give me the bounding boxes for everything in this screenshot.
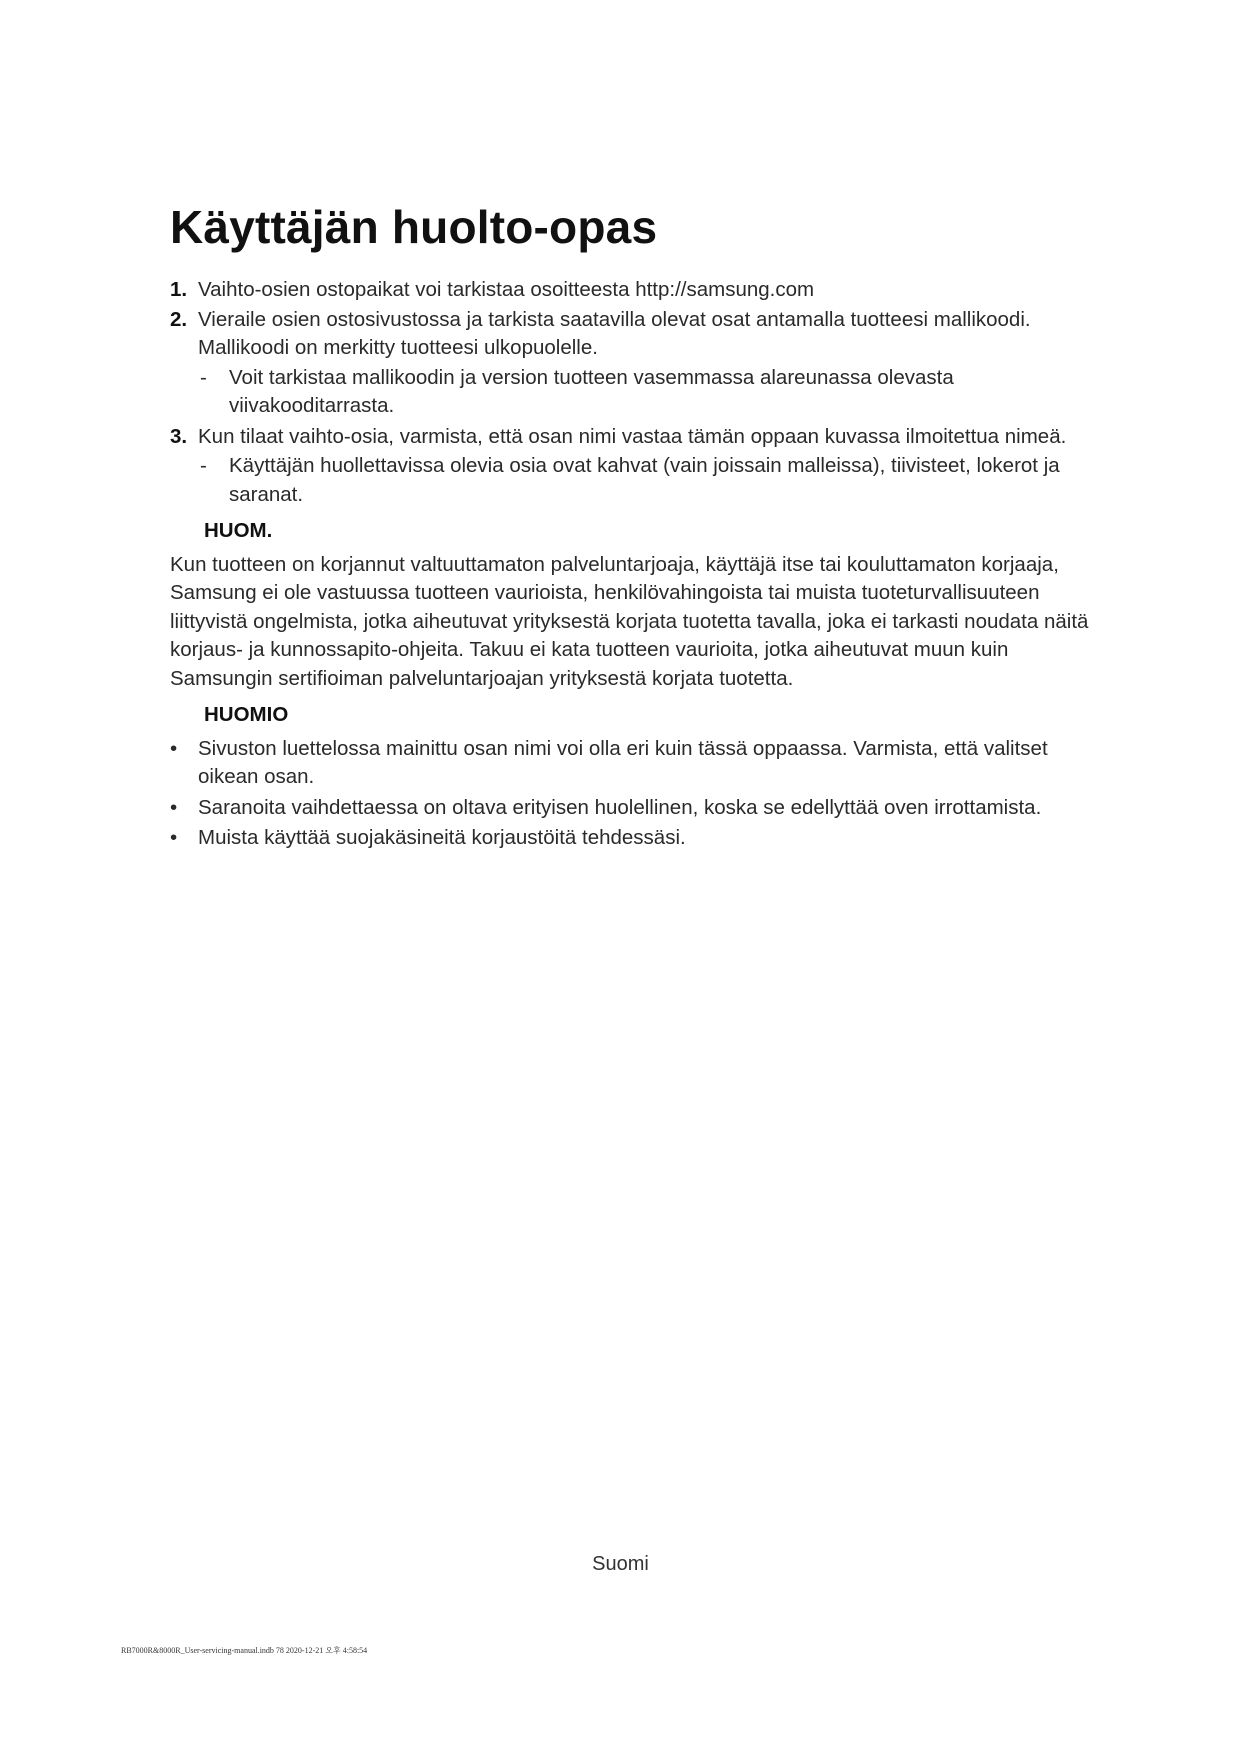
bullet-text: Muista käyttää suojakäsineitä korjaustöitä tehdessäsi.: [198, 826, 686, 849]
note-heading: HUOM.: [204, 519, 273, 542]
steps-list: [170, 276, 1090, 509]
step-number: 3.: [170, 424, 188, 448]
step-text: Vaihto-osien ostopaikat voi tarkistaa osoitteesta http://samsung.com: [198, 278, 815, 301]
caution-heading: HUOMIO: [204, 703, 289, 726]
bullet-text: Saranoita vaihdettaessa on oltava erityisen huolellinen, koska se edellyttää oven irrottamista.: [198, 795, 1042, 819]
bullet-icon: •: [170, 736, 178, 760]
step-number: 1.: [170, 278, 188, 301]
list-item: [170, 276, 1090, 305]
step-text: Vieraile osien ostosivustossa ja tarkista saatavilla olevat osat antamalla tuotteesi mallikoodi. Mallikoodi on merkitty tuotteesi ulkopuolelle.: [198, 307, 1031, 359]
list-item: [170, 423, 1090, 452]
page-title: Käyttäjän huolto-opas: [170, 201, 658, 253]
list-item: [170, 824, 1090, 853]
sub-note: [170, 364, 1090, 421]
footer-language: Suomi: [592, 1553, 649, 1575]
note-paragraph: Kun tuotteen on korjannut valtuuttamaton palveluntarjoaja, käyttäjä itse tai kouluttamaton korjaaja, Samsung ei ole vastuussa tuotteen vaurioista, henkilövahingoista tai muista tuoteturvallisuuteen liittyvistä ongelmista, jotka aiheutuvat yrityksestä korjata tuotetta tavalla, joka ei tarkasti noudata näitä korjaus- ja kunnossapito-ohjeita. Takuu ei kata tuotteen vaurioita, jotka aiheutuvat muun kuin Samsungin sertifioiman palveluntarjoajan yrityksestä korjata tuotetta.: [170, 552, 1089, 690]
sub-note: [170, 452, 1090, 509]
print-info: RB7000R&8000R_User-servicing-manual.indb 78 2020-12-21 오후 4:58:54: [121, 1646, 368, 1655]
list-item: [170, 306, 1090, 363]
sub-note-text: Käyttäjän huollettavissa olevia osia ovat kahvat (vain joissain malleissa), tiivisteet, lokerot ja saranat.: [229, 454, 1060, 506]
list-item: [170, 794, 1090, 823]
page-content: [170, 276, 1090, 855]
bullet-icon: •: [170, 826, 178, 849]
sub-note-text: Voit tarkistaa mallikoodin ja version tuotteen vasemmassa alareunassa olevasta viivakooditarrasta.: [229, 365, 954, 417]
bullet-text: Sivuston luettelossa mainittu osan nimi voi olla eri kuin tässä oppaassa. Varmista, että valitset oikean osan.: [198, 736, 1048, 788]
caution-list: [170, 735, 1090, 853]
list-item: [170, 735, 1090, 792]
dash-marker: -: [200, 454, 207, 477]
step-text: Kun tilaat vaihto-osia, varmista, että osan nimi vastaa tämän oppaan kuvassa ilmoitettua nimeä.: [198, 424, 1067, 448]
bullet-icon: •: [170, 795, 178, 819]
step-number: 2.: [170, 307, 188, 331]
dash-marker: -: [200, 365, 207, 389]
